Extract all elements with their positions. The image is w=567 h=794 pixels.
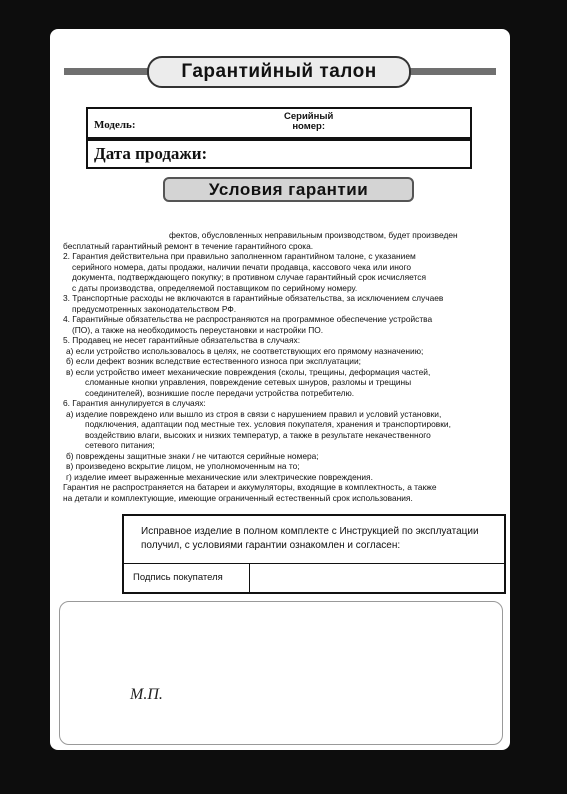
terms-line: б) если дефект возник вследствие естественного износа при эксплуатации; — [66, 356, 361, 366]
terms-line: серийного номера, даты продажи, наличии печати продавца, кассового чека или иного — [72, 261, 412, 272]
model-label: Модель: — [94, 119, 136, 131]
terms-line: 3. Транспортные расходы не включаются в гарантийные обязательства, за исключением случаев — [63, 293, 444, 303]
terms-line: 4. Гарантийные обязательства не распространяются на программное обеспечение устройства — [63, 314, 433, 324]
signature-label: Подпись покупателя — [124, 564, 250, 592]
terms-line: Гарантия не распространяется на батареи и аккумуляторы, входящие в комплектность, а также — [63, 482, 437, 492]
terms-line: а) изделие повреждено или вышло из строя в связи с нарушением правил и условий установки, — [66, 408, 442, 419]
terms-line: 5. Продавец не несет гарантийные обязательства в случаях: — [63, 335, 301, 345]
serial-label: Серийный номер: — [284, 111, 334, 132]
terms-line: документа, подтверждающего покупку; в противном случае гарантийный срок исчисляется — [72, 272, 427, 282]
terms-text — [63, 230, 503, 503]
sale-date-label: Дата продажи: — [94, 144, 208, 163]
model-serial-box — [86, 107, 472, 139]
sale-date-box — [86, 139, 472, 169]
terms-line: фектов, обусловленных неправильным производством, будет произведен — [169, 230, 458, 240]
terms-line: воздействию влаги, высоких и низких температур, а также в результате некачественного — [85, 429, 431, 440]
terms-line: а) если устройство использовалось в целях, не соответствующих его прямому назначению; — [66, 345, 424, 356]
page-title: Гарантийный талон — [147, 56, 411, 88]
terms-line: в) произведено вскрытие лицом, не уполномоченным на то; — [66, 461, 300, 471]
terms-line: бесплатный гарантийный ремонт в течение гарантийного срока. — [63, 240, 314, 251]
terms-line: соединителей), возникшие после передачи устройства потребителю. — [85, 387, 355, 398]
warranty-card — [50, 29, 510, 750]
terms-line: подключения, адаптации под местные тех. условия покупателя, хранения и транспортировки, — [85, 419, 451, 429]
terms-line: на детали и комплектующие, имеющие ограниченный естественный срок использования. — [63, 492, 413, 503]
conditions-title: Условия гарантии — [163, 177, 414, 202]
terms-line: сломанные кнопки управления, повреждение сетевых шнуров, разломы и трещины — [85, 377, 412, 387]
terms-line: в) если устройство имеет механические повреждения (сколы, трещины, деформация частей, — [66, 366, 431, 377]
terms-line: б) повреждены защитные знаки / не читаются серийные номера; — [66, 450, 319, 461]
terms-line: 6. Гарантия аннулируется в случаях: — [63, 398, 206, 408]
acceptance-box — [122, 514, 506, 594]
terms-line: предусмотренных законодательством РФ. — [72, 303, 237, 314]
terms-line: с даты производства, определяемой поставщиком по серийному номеру. — [72, 282, 358, 293]
terms-line: (ПО), а также на необходимость переустановки и настройки ПО. — [72, 324, 324, 335]
terms-line: сетевого питания; — [85, 440, 155, 450]
stamp-box — [59, 601, 503, 745]
terms-line: 2. Гарантия действительна при правильно заполненном гарантийном талоне, с указанием — [63, 251, 416, 261]
terms-line: г) изделие имеет выраженные механические или электрические повреждения. — [66, 471, 373, 482]
stamp-label: М.П. — [130, 686, 163, 703]
acceptance-text: Исправное изделие в полном комплекте с Инструкцией по эксплуатации получил, с условиями гарантии ознакомлен и согласен: — [124, 516, 504, 564]
